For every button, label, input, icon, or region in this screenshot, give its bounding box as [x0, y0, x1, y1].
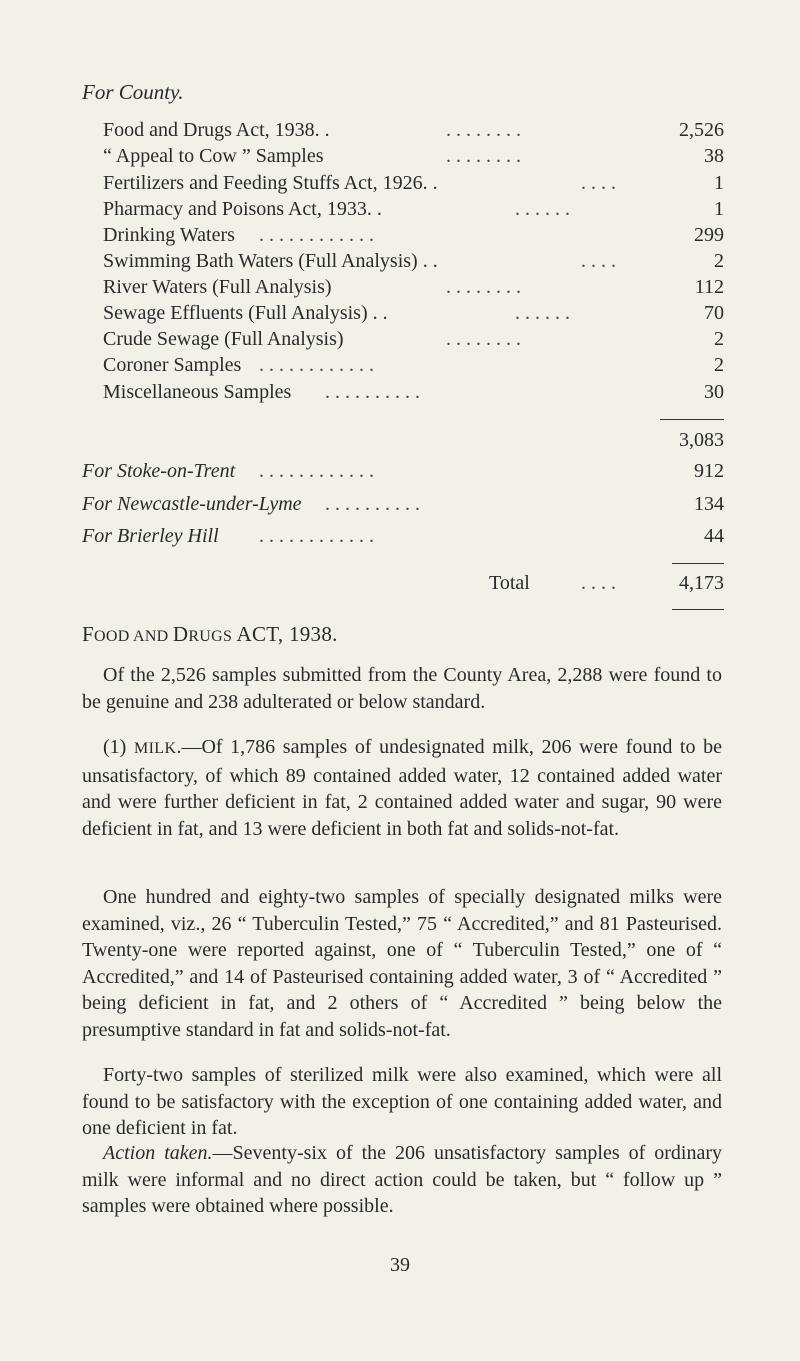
title-part: D — [172, 622, 189, 646]
row-value: 1 — [714, 198, 724, 220]
para-text: .—Of 1,786 samples of undesignated milk, 206 were found to be unsatisfactory, of which 89 contained added water, 12 contained added water and were further deficient in fat, 2 contained added water and sugar, 90 were deficient in fat, and 13 were deficient in both fat and solids-not-fat. — [82, 736, 722, 840]
leader-dots: . . . . . . . . — [446, 145, 521, 167]
row-label: River Waters (Full Analysis) — [103, 276, 332, 298]
table-row — [82, 491, 724, 517]
row-label: Pharmacy and Poisons Act, 1933. . — [103, 198, 382, 220]
table-row — [103, 300, 724, 326]
row-label: Swimming Bath Waters (Full Analysis) . . — [103, 250, 438, 272]
row-value: 134 — [694, 493, 724, 515]
leader-dots: . . . . . . . . . . — [325, 493, 420, 515]
leader-dots: . . . . . . . . — [446, 328, 521, 350]
leader-dots: . . . . . . . . — [446, 119, 521, 141]
title-part: OOD AND — [93, 628, 173, 645]
leader-dots: . . . . — [581, 250, 616, 272]
table-row — [103, 248, 724, 274]
total-label: Total — [489, 572, 530, 594]
table-row — [103, 379, 724, 405]
row-label: Sewage Effluents (Full Analysis) . . — [103, 302, 388, 324]
action-taken-label: Action taken. — [103, 1142, 213, 1164]
title-part: CT, 1938. — [251, 622, 338, 646]
paragraph: Of the 2,526 samples submitted from the County Area, 2,288 were found to be genuine and 238 adulterated or below standard. — [82, 664, 722, 713]
leader-dots: . . . . — [581, 172, 616, 194]
milk-label: MILK — [133, 740, 177, 757]
leader-dots: . . . . . . — [515, 302, 570, 324]
row-label: Drinking Waters — [103, 224, 235, 246]
row-value: 38 — [704, 145, 724, 167]
row-label: Coroner Samples — [103, 354, 242, 376]
subtotal-value: 3,083 — [679, 429, 724, 451]
row-label: Fertilizers and Feeding Stuffs Act, 1926. . — [103, 172, 438, 194]
para-text: (1) — [103, 736, 134, 758]
row-value: 70 — [704, 302, 724, 324]
table-row — [103, 143, 724, 169]
row-label: Miscellaneous Samples — [103, 381, 292, 403]
row-label: For Brierley Hill — [82, 525, 219, 547]
page-number: 39 — [390, 1254, 410, 1276]
table-row — [103, 117, 724, 143]
row-value: 912 — [694, 460, 724, 482]
row-value: 2,526 — [679, 119, 724, 141]
leader-dots: . . . . . . . . . . . . — [259, 224, 374, 246]
row-value: 2 — [714, 250, 724, 272]
row-label: For Newcastle-under-Lyme — [82, 493, 302, 515]
row-value: 2 — [714, 354, 724, 376]
subtotal-rule — [660, 419, 724, 420]
table-row — [103, 352, 724, 378]
paragraph: Forty-two samples of sterilized milk were also examined, which were all found to be satisfactory with the exception of one containing added water, and one deficient in fat. — [82, 1064, 722, 1139]
title-part: A — [236, 622, 252, 646]
table-row — [103, 274, 724, 300]
row-label: For Stoke-on-Trent — [82, 460, 236, 482]
row-value: 30 — [704, 381, 724, 403]
total-bottom-rule — [672, 609, 724, 610]
total-top-rule — [672, 563, 724, 564]
leader-dots: . . . . . . . . . . . . — [259, 460, 374, 482]
table-row — [82, 523, 724, 549]
paragraph — [82, 734, 722, 842]
row-value: 2 — [714, 328, 724, 350]
table-row — [103, 326, 724, 352]
leader-dots: . . . . . . — [515, 198, 570, 220]
table-row — [103, 222, 724, 248]
row-value: 1 — [714, 172, 724, 194]
subtotal-row — [103, 427, 724, 453]
paragraph: One hundred and eighty-two samples of specially designated milks were examined, viz., 26 “ Tuberculin Tested,” 75 “ Accredited,” and 81 Pasteurised. Twenty-one were reported against, one of “ Tuberculin Tested,” one of “ Accredited,” and 14 of Pasteurised containing added water, 3 of “ Accredited ” being deficient in fat, and 2 others of “ Accredited ” being below the presumptive standard in fat and solids-not-fat. — [82, 886, 722, 1041]
row-value: 299 — [694, 224, 724, 246]
total-value: 4,173 — [679, 572, 724, 594]
row-value: 44 — [704, 525, 724, 547]
leader-dots: . . . . . . . . . . . . — [259, 525, 374, 547]
para-text: —Seventy-six of the 206 unsatisfactory samples of ordinary milk were informal and no direct action could be taken, but “ follow up ” samples were obtained where possible. — [82, 1142, 722, 1217]
leader-dots: . . . . . . . . . . . . — [259, 354, 374, 376]
leader-dots: . . . . . . . . . . — [325, 381, 420, 403]
table-row — [82, 458, 724, 484]
row-label: Food and Drugs Act, 1938. . — [103, 119, 330, 141]
table-row — [103, 196, 724, 222]
section-title — [82, 622, 338, 647]
paragraph — [82, 1140, 722, 1220]
row-label: “ Appeal to Cow ” Samples — [103, 145, 324, 167]
total-row — [103, 570, 724, 596]
leader-dots: . . . . — [581, 572, 616, 594]
county-heading: For County. — [82, 80, 184, 104]
row-value: 112 — [694, 276, 724, 298]
row-label: Crude Sewage (Full Analysis) — [103, 328, 344, 350]
leader-dots: . . . . . . . . — [446, 276, 521, 298]
table-row — [103, 170, 724, 196]
title-part: RUGS — [188, 628, 237, 645]
title-part: F — [82, 622, 94, 646]
